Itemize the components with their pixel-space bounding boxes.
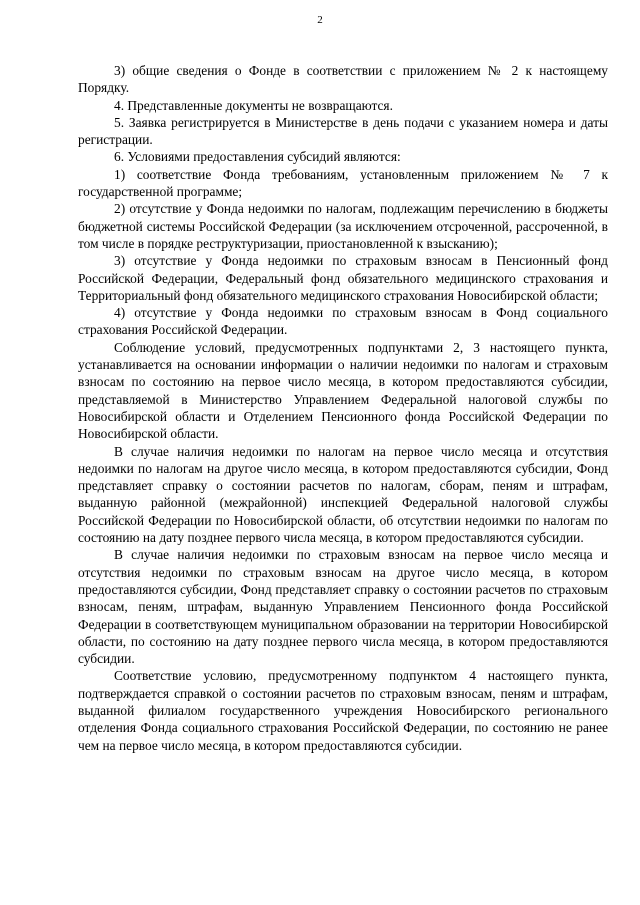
paragraph: 4) отсутствие у Фонда недоимки по страховым взносам в Фонд социального страхования Российской Федерации. <box>78 305 608 338</box>
paragraph: 4. Представленные документы не возвращаются. <box>114 97 393 113</box>
paragraph: Соответствие условию, предусмотренному подпунктом 4 настоящего пункта, подтверждается справкой о состоянии расчетов по страховым взносам, пеням и штрафам, выданной филиалом государственного учреждения Новосибирского регионального отделения Фонда социального страхования Российской Федерации, по состоянию не ранее чем на первое число месяца, в котором предоставляются субсидии. <box>78 668 608 753</box>
page-number: 2 <box>317 14 323 26</box>
paragraph: 5. Заявка регистрируется в Министерстве в день подачи с указанием номера и даты регистрации. <box>78 114 608 148</box>
paragraph: Соблюдение условий, предусмотренных подпунктами 2, 3 настоящего пункта, устанавливается на основании информации о наличии недоимки по налогам и страховым взносам по состоянию на первое число месяца, в котором предоставляются субсидии, представляемой в Министерство Управлением Федеральной налоговой службы по Новосибирской области и Отделением Пенсионного фонда Российской Федерации по Новосибирской области. <box>78 339 608 442</box>
paragraph: 6. Условиями предоставления субсидий являются: <box>114 149 401 165</box>
paragraph: 2) отсутствие у Фонда недоимки по налогам, подлежащим перечислению в бюджеты бюджетной системы Российской Федерации (за исключением отсроченной, рассроченной, в том числе в порядке реструктуризации, приостановленной к взысканию); <box>78 201 608 251</box>
paragraph: В случае наличия недоимки по налогам на первое число месяца и отсутствия недоимки по налогам на другое число месяца, в котором предоставляются субсидии, Фонд представляет справку о состоянии расчетов по налогам, сборам, пеням и штрафам, выданную районной (межрайонной) инспекцией Федеральной налоговой службы Российской Федерации по Новосибирской области, об отсутствии недоимки по налогам по состоянию на дату позднее первого числа месяца, в котором предоставляются субсидии. <box>78 443 608 546</box>
paragraph: В случае наличия недоимки по страховым взносам на первое число месяца и отсутствия недоимки по страховым взносам на другое число месяца, в котором предоставляются субсидии, Фонд представляет справку о состоянии расчетов по страховым взносам, пеням, штрафам, выданную Управлением Пенсионного фонда Российской Федерации в соответствующем муниципальном образовании на территории Новосибирской области, по состоянию на дату позднее первого числа месяца, в котором предоставляются субсидии. <box>78 547 608 667</box>
paragraph: 3) отсутствие у Фонда недоимки по страховым взносам в Пенсионный фонд Российской Федерации, Федеральный фонд обязательного медицинского страхования и Территориальный фонд обязательного медицинского страхования Новосибирской области; <box>78 253 608 303</box>
paragraph: 1) соответствие Фонда требованиям, установленным приложением № 7 к государственной программе; <box>78 166 608 200</box>
paragraph: 3) общие сведения о Фонде в соответствии с приложением № 2 к настоящему Порядку. <box>78 63 608 96</box>
document-body <box>78 62 608 754</box>
